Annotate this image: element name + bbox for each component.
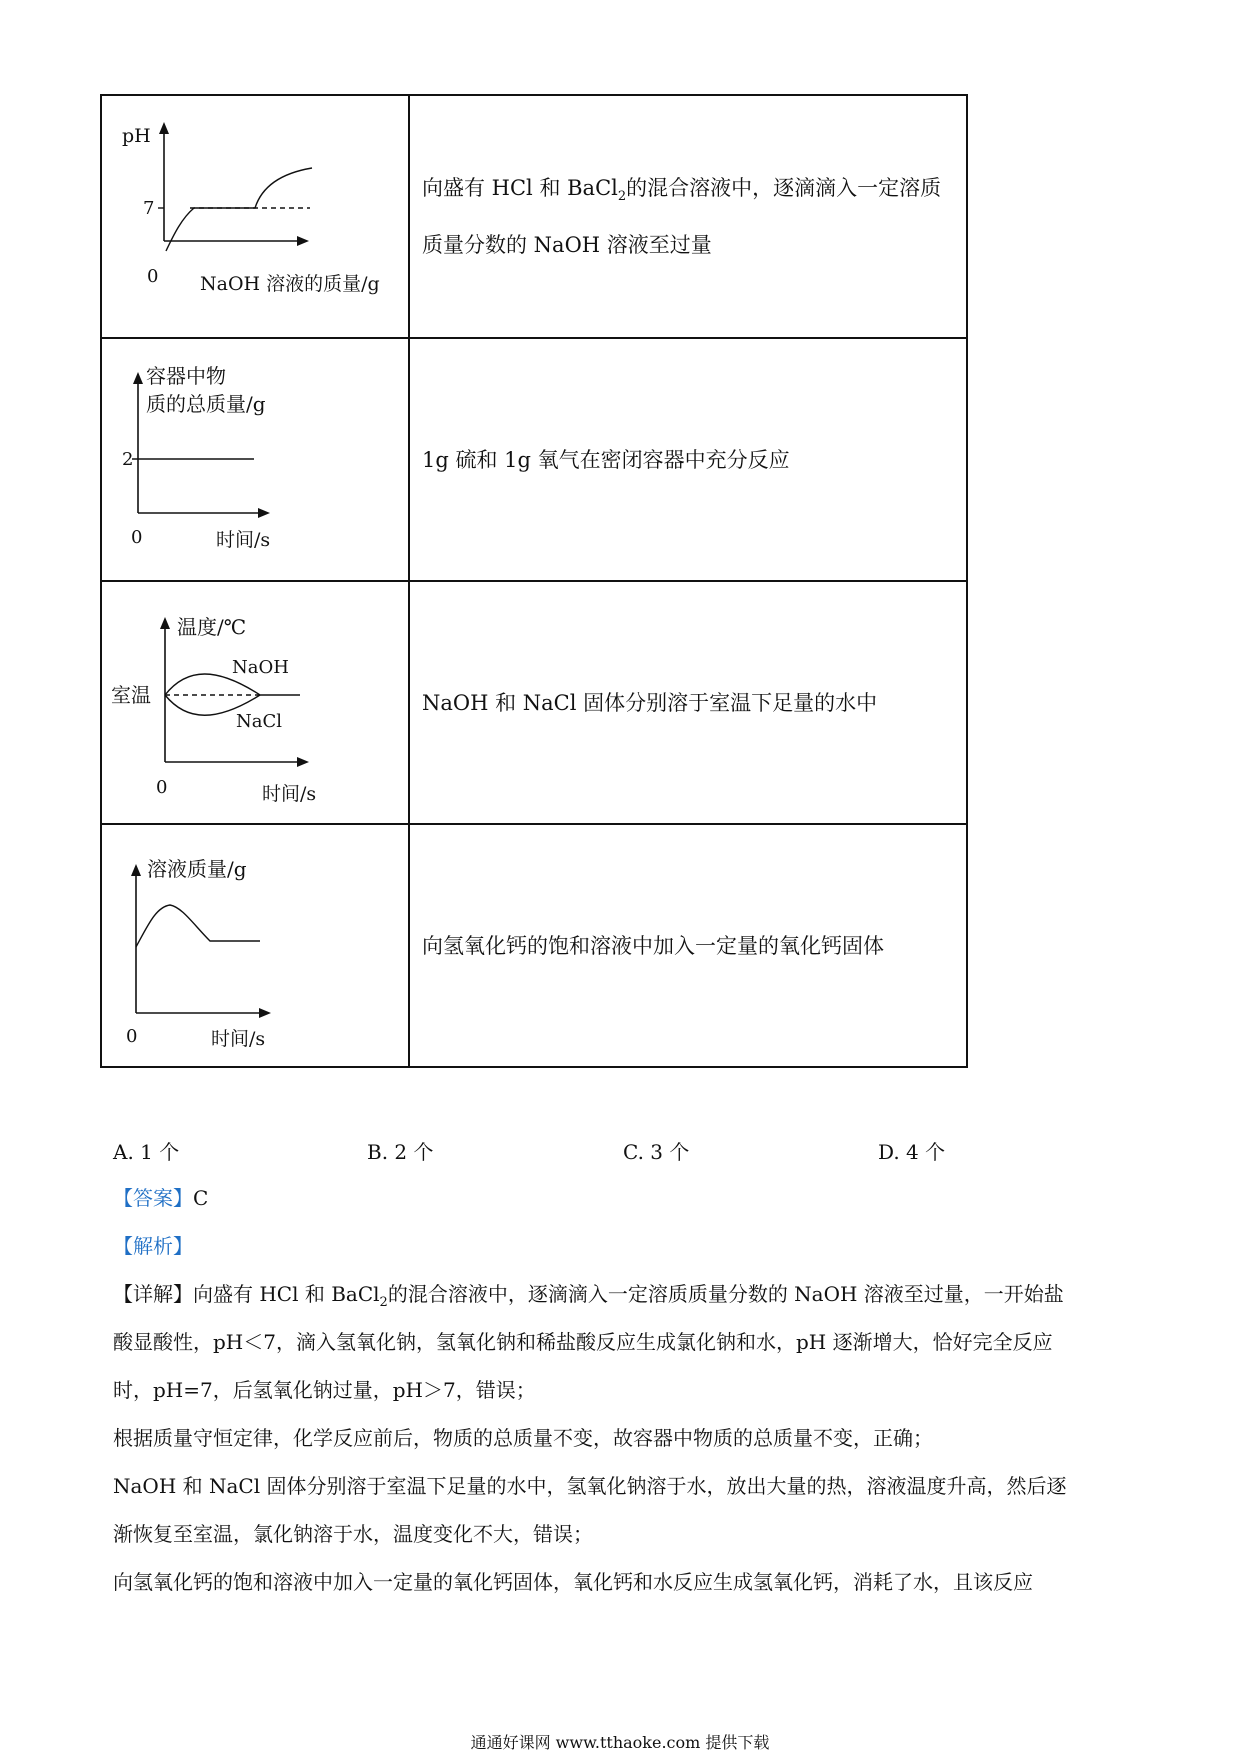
question-table	[100, 94, 968, 1068]
graph-cell-mass	[101, 338, 409, 581]
desc-cell	[409, 581, 967, 824]
x-axis-label: 时间/s	[262, 783, 317, 805]
origin-label: 0	[131, 527, 143, 548]
option-c: C. 3 个	[623, 1140, 690, 1164]
table-row	[101, 581, 967, 824]
answer-value: C	[193, 1186, 209, 1210]
answer-tag: 【答案】	[113, 1186, 193, 1210]
row-description: 向氢氧化钙的饱和溶液中加入一定量的氧化钙固体	[422, 933, 884, 958]
y-axis-label: 温度/℃	[177, 615, 247, 639]
table-row	[101, 824, 967, 1067]
option-b: B. 2 个	[367, 1140, 434, 1164]
x-axis-label: 时间/s	[216, 529, 271, 551]
graph-cell-ph	[101, 95, 409, 338]
y-axis-label-line2: 质的总质量/g	[146, 392, 266, 416]
tick-label: 2	[122, 449, 134, 470]
origin-label: 0	[156, 777, 168, 798]
solution-mass-graph	[102, 825, 408, 1066]
row-description: 向盛有 HCl 和 BaCl$_2$的混合溶液中，逐滴滴入一定溶质质量分数的 NaOH 溶液至过量	[422, 175, 942, 258]
answer-line	[113, 1174, 1133, 1222]
ph-graph	[102, 96, 408, 337]
x-axis-label: NaOH 溶液的质量/g	[200, 273, 380, 295]
detail-line-1: 【详解】向盛有 HCl 和 BaCl$_2$的混合溶液中，逐滴滴入一定溶质质量分数的 NaOH 溶液至过量，一开始盐	[113, 1282, 1064, 1310]
temperature-graph	[102, 582, 408, 823]
desc-cell	[409, 338, 967, 581]
table-row	[101, 338, 967, 581]
x-axis-label: 时间/s	[211, 1028, 266, 1050]
graph-cell-solution	[101, 824, 409, 1067]
option-a: A. 1 个	[113, 1140, 180, 1164]
desc-cell	[409, 95, 967, 338]
detail-line-4: 根据质量守恒定律，化学反应前后，物质的总质量不变，故容器中物质的总质量不变，正确；	[113, 1426, 933, 1450]
row-description: NaOH 和 NaCl 固体分别溶于室温下足量的水中	[422, 690, 878, 715]
mass-graph	[102, 339, 408, 580]
detail-line-7: 向氢氧化钙的饱和溶液中加入一定量的氧化钙固体，氧化钙和水反应生成氢氧化钙，消耗了水，且该反应	[113, 1570, 1033, 1594]
option-d: D. 4 个	[878, 1140, 946, 1164]
table-row	[101, 95, 967, 338]
solution-curve	[136, 905, 260, 947]
origin-label: 0	[147, 266, 159, 287]
detail-line-2: 酸显酸性，pH＜7，滴入氢氧化钠，氢氧化钠和稀盐酸反应生成氯化钠和水，pH 逐渐增大，恰好完全反应	[113, 1330, 1053, 1354]
page-footer: 通通好课网 www.tthaoke.com 提供下载	[470, 1733, 770, 1752]
ph-curve	[166, 168, 312, 251]
y-axis-label: pH	[122, 125, 151, 147]
row-description: 1g 硫和 1g 氧气在密闭容器中充分反应	[422, 447, 790, 472]
nacl-label: NaCl	[236, 711, 283, 732]
y-axis-label: 溶液质量/g	[147, 857, 247, 881]
graph-cell-temp	[101, 581, 409, 824]
room-temp-label: 室温	[111, 683, 151, 707]
detail-line-5: NaOH 和 NaCl 固体分别溶于室温下足量的水中，氢氧化钠溶于水，放出大量的热，溶液温度升高，然后逐	[113, 1474, 1067, 1498]
tick-label: 7	[143, 198, 155, 219]
y-axis-label-line1: 容器中物	[146, 364, 226, 388]
naoh-label: NaOH	[232, 657, 289, 678]
detail-line-3: 时，pH=7，后氢氧化钠过量，pH＞7，错误；	[113, 1378, 536, 1402]
detail-line-6: 渐恢复至室温，氯化钠溶于水，温度变化不大，错误；	[113, 1522, 593, 1546]
desc-cell	[409, 824, 967, 1067]
detail-tag: 【详解】	[113, 1282, 193, 1306]
origin-label: 0	[126, 1026, 138, 1047]
analysis-tag: 【解析】	[113, 1234, 193, 1258]
